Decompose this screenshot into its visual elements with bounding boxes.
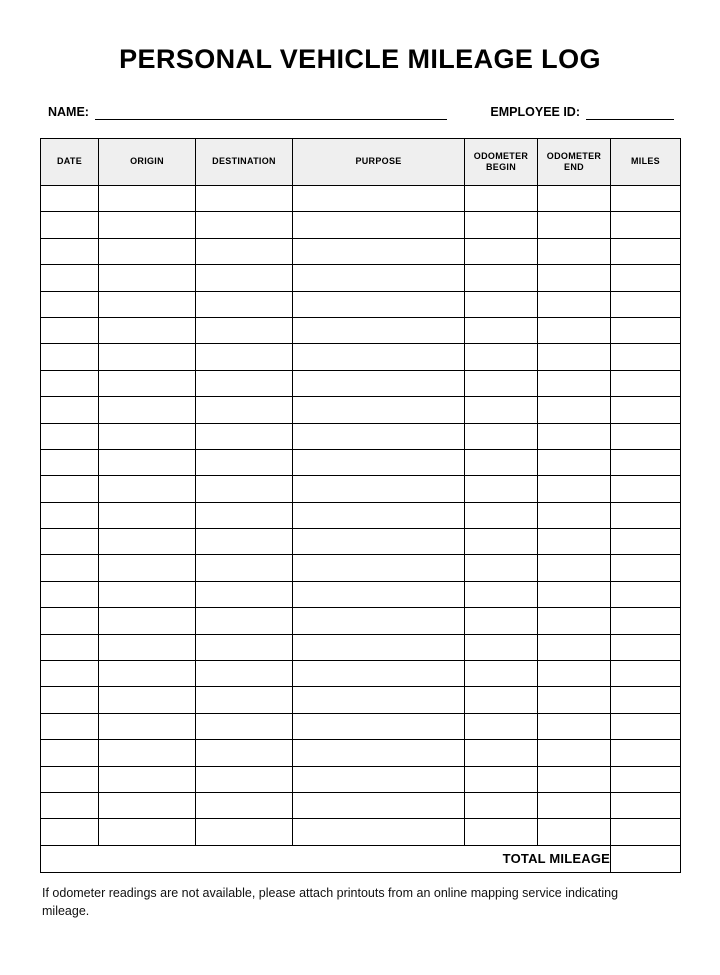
cell-origin[interactable] [99, 186, 196, 212]
table-header-row [41, 139, 681, 186]
cell-date[interactable] [41, 529, 99, 555]
cell-origin[interactable] [99, 792, 196, 818]
identity-row [40, 105, 680, 120]
cell-miles[interactable] [611, 792, 681, 818]
table-row [41, 317, 681, 343]
column-header-date-line1: DATE [56, 156, 83, 167]
name-input[interactable] [95, 106, 447, 120]
cell-odometer-begin[interactable] [465, 529, 538, 555]
table-row [41, 713, 681, 739]
table-row [41, 661, 681, 687]
table-body [41, 186, 681, 846]
cell-origin[interactable] [99, 476, 196, 502]
table-row [41, 186, 681, 212]
column-header-origin [99, 139, 196, 186]
cell-destination[interactable] [196, 476, 293, 502]
cell-odometer-begin[interactable] [465, 792, 538, 818]
cell-miles[interactable] [611, 661, 681, 687]
cell-odometer-end[interactable] [538, 555, 611, 581]
column-header-odometer-end-line2: END [564, 162, 584, 172]
footnote: If odometer readings are not available, please attach printouts from an online mapping service indicating mileage. [42, 885, 619, 918]
table-row [41, 792, 681, 818]
cell-odometer-end[interactable] [538, 634, 611, 660]
cell-date[interactable] [41, 449, 99, 475]
cell-origin[interactable] [99, 344, 196, 370]
cell-odometer-begin[interactable] [465, 212, 538, 238]
total-mileage-label: TOTAL MILEAGE [41, 845, 611, 872]
cell-odometer-begin[interactable] [465, 766, 538, 792]
column-header-miles [611, 139, 681, 186]
cell-odometer-begin[interactable] [465, 634, 538, 660]
cell-date[interactable] [41, 238, 99, 264]
cell-odometer-begin[interactable] [465, 291, 538, 317]
cell-miles[interactable] [611, 212, 681, 238]
cell-destination[interactable] [196, 792, 293, 818]
cell-destination[interactable] [196, 291, 293, 317]
cell-odometer-begin[interactable] [465, 740, 538, 766]
cell-miles[interactable] [611, 502, 681, 528]
name-label: NAME: [48, 105, 89, 119]
cell-destination[interactable] [196, 502, 293, 528]
cell-miles[interactable] [611, 740, 681, 766]
cell-origin[interactable] [99, 634, 196, 660]
cell-miles[interactable] [611, 819, 681, 845]
cell-destination[interactable] [196, 634, 293, 660]
cell-destination[interactable] [196, 317, 293, 343]
column-header-destination [196, 139, 293, 186]
cell-date[interactable] [41, 581, 99, 607]
table-row [41, 397, 681, 423]
cell-date[interactable] [41, 713, 99, 739]
cell-date[interactable] [41, 370, 99, 396]
cell-odometer-begin[interactable] [465, 502, 538, 528]
cell-destination[interactable] [196, 397, 293, 423]
cell-purpose[interactable] [293, 766, 465, 792]
cell-date[interactable] [41, 423, 99, 449]
cell-miles[interactable] [611, 317, 681, 343]
table-row [41, 291, 681, 317]
cell-purpose[interactable] [293, 713, 465, 739]
table-row [41, 766, 681, 792]
cell-odometer-begin[interactable] [465, 819, 538, 845]
table-row [41, 423, 681, 449]
table-row [41, 529, 681, 555]
cell-odometer-end[interactable] [538, 423, 611, 449]
cell-date[interactable] [41, 687, 99, 713]
cell-odometer-begin[interactable] [465, 238, 538, 264]
cell-origin[interactable] [99, 265, 196, 291]
cell-odometer-begin[interactable] [465, 581, 538, 607]
cell-date[interactable] [41, 317, 99, 343]
table-row [41, 634, 681, 660]
column-header-odometer-begin-line1: ODOMETER [473, 150, 529, 161]
cell-odometer-end[interactable] [538, 766, 611, 792]
table-row [41, 687, 681, 713]
cell-date[interactable] [41, 476, 99, 502]
cell-purpose[interactable] [293, 529, 465, 555]
cell-odometer-end[interactable] [538, 608, 611, 634]
cell-odometer-end[interactable] [538, 529, 611, 555]
table-row [41, 344, 681, 370]
cell-odometer-begin[interactable] [465, 476, 538, 502]
column-header-odometer-begin-line2: BEGIN [485, 162, 516, 172]
cell-miles[interactable] [611, 449, 681, 475]
cell-date[interactable] [41, 397, 99, 423]
cell-date[interactable] [41, 502, 99, 528]
cell-destination[interactable] [196, 661, 293, 687]
total-mileage-row [41, 845, 681, 872]
cell-odometer-end[interactable] [538, 397, 611, 423]
cell-miles[interactable] [611, 423, 681, 449]
cell-purpose[interactable] [293, 186, 465, 212]
cell-miles[interactable] [611, 344, 681, 370]
table-row [41, 476, 681, 502]
cell-purpose[interactable] [293, 476, 465, 502]
cell-date[interactable] [41, 344, 99, 370]
column-header-purpose [293, 139, 465, 186]
cell-miles[interactable] [611, 713, 681, 739]
cell-miles[interactable] [611, 581, 681, 607]
cell-destination[interactable] [196, 370, 293, 396]
cell-date[interactable] [41, 265, 99, 291]
cell-odometer-end[interactable] [538, 370, 611, 396]
cell-odometer-end[interactable] [538, 687, 611, 713]
cell-origin[interactable] [99, 291, 196, 317]
table-row [41, 502, 681, 528]
table-footer [41, 845, 681, 872]
cell-destination[interactable] [196, 740, 293, 766]
cell-purpose[interactable] [293, 291, 465, 317]
cell-odometer-end[interactable] [538, 344, 611, 370]
cell-odometer-begin[interactable] [465, 265, 538, 291]
cell-origin[interactable] [99, 687, 196, 713]
cell-odometer-begin[interactable] [465, 713, 538, 739]
cell-odometer-end[interactable] [538, 476, 611, 502]
cell-date[interactable] [41, 819, 99, 845]
cell-miles[interactable] [611, 186, 681, 212]
cell-purpose[interactable] [293, 423, 465, 449]
cell-odometer-end[interactable] [538, 317, 611, 343]
cell-miles[interactable] [611, 291, 681, 317]
cell-origin[interactable] [99, 740, 196, 766]
cell-destination[interactable] [196, 608, 293, 634]
cell-origin[interactable] [99, 713, 196, 739]
cell-odometer-end[interactable] [538, 265, 611, 291]
cell-odometer-end[interactable] [538, 661, 611, 687]
cell-miles[interactable] [611, 476, 681, 502]
cell-origin[interactable] [99, 766, 196, 792]
cell-destination[interactable] [196, 344, 293, 370]
cell-purpose[interactable] [293, 740, 465, 766]
cell-origin[interactable] [99, 370, 196, 396]
cell-odometer-end[interactable] [538, 449, 611, 475]
cell-purpose[interactable] [293, 661, 465, 687]
cell-odometer-begin[interactable] [465, 449, 538, 475]
cell-origin[interactable] [99, 423, 196, 449]
cell-odometer-begin[interactable] [465, 608, 538, 634]
table-row [41, 265, 681, 291]
cell-miles[interactable] [611, 265, 681, 291]
cell-origin[interactable] [99, 238, 196, 264]
cell-odometer-end[interactable] [538, 502, 611, 528]
cell-date[interactable] [41, 766, 99, 792]
cell-odometer-begin[interactable] [465, 370, 538, 396]
cell-purpose[interactable] [293, 238, 465, 264]
cell-purpose[interactable] [293, 502, 465, 528]
cell-origin[interactable] [99, 397, 196, 423]
cell-purpose[interactable] [293, 819, 465, 845]
cell-odometer-begin[interactable] [465, 344, 538, 370]
cell-destination[interactable] [196, 423, 293, 449]
cell-odometer-end[interactable] [538, 819, 611, 845]
cell-date[interactable] [41, 661, 99, 687]
cell-odometer-begin[interactable] [465, 687, 538, 713]
name-field-group [48, 105, 447, 120]
cell-date[interactable] [41, 291, 99, 317]
table-row [41, 238, 681, 264]
cell-origin[interactable] [99, 555, 196, 581]
cell-odometer-end[interactable] [538, 212, 611, 238]
cell-purpose[interactable] [293, 370, 465, 396]
cell-purpose[interactable] [293, 792, 465, 818]
cell-purpose[interactable] [293, 581, 465, 607]
cell-origin[interactable] [99, 608, 196, 634]
cell-odometer-begin[interactable] [465, 555, 538, 581]
cell-odometer-begin[interactable] [465, 397, 538, 423]
cell-purpose[interactable] [293, 317, 465, 343]
page-title: PERSONAL VEHICLE MILEAGE LOG [119, 44, 601, 74]
table-row [41, 819, 681, 845]
cell-miles[interactable] [611, 238, 681, 264]
cell-origin[interactable] [99, 317, 196, 343]
cell-date[interactable] [41, 212, 99, 238]
cell-odometer-begin[interactable] [465, 317, 538, 343]
cell-miles[interactable] [611, 370, 681, 396]
cell-destination[interactable] [196, 819, 293, 845]
cell-purpose[interactable] [293, 265, 465, 291]
cell-destination[interactable] [196, 186, 293, 212]
cell-destination[interactable] [196, 766, 293, 792]
cell-odometer-end[interactable] [538, 581, 611, 607]
employee-id-field-group [490, 105, 674, 120]
cell-date[interactable] [41, 634, 99, 660]
cell-odometer-begin[interactable] [465, 186, 538, 212]
table-row [41, 581, 681, 607]
cell-miles[interactable] [611, 687, 681, 713]
cell-miles[interactable] [611, 555, 681, 581]
column-header-date [41, 139, 99, 186]
cell-origin[interactable] [99, 502, 196, 528]
cell-purpose[interactable] [293, 634, 465, 660]
employee-id-input[interactable] [586, 106, 674, 120]
cell-date[interactable] [41, 792, 99, 818]
column-header-miles-line1: MILES [630, 156, 660, 167]
cell-miles[interactable] [611, 634, 681, 660]
cell-date[interactable] [41, 740, 99, 766]
table-row [41, 555, 681, 581]
cell-destination[interactable] [196, 555, 293, 581]
cell-destination[interactable] [196, 687, 293, 713]
cell-date[interactable] [41, 608, 99, 634]
cell-origin[interactable] [99, 819, 196, 845]
cell-odometer-begin[interactable] [465, 423, 538, 449]
cell-miles[interactable] [611, 766, 681, 792]
cell-origin[interactable] [99, 449, 196, 475]
cell-purpose[interactable] [293, 555, 465, 581]
cell-destination[interactable] [196, 212, 293, 238]
cell-destination[interactable] [196, 449, 293, 475]
table-row [41, 608, 681, 634]
table-row [41, 740, 681, 766]
employee-id-label: EMPLOYEE ID: [490, 105, 580, 119]
cell-odometer-end[interactable] [538, 792, 611, 818]
cell-destination[interactable] [196, 713, 293, 739]
cell-purpose[interactable] [293, 344, 465, 370]
column-header-origin-line1: ORIGIN [130, 156, 164, 167]
cell-destination[interactable] [196, 238, 293, 264]
cell-destination[interactable] [196, 529, 293, 555]
cell-odometer-end[interactable] [538, 713, 611, 739]
cell-miles[interactable] [611, 608, 681, 634]
table-row [41, 449, 681, 475]
cell-origin[interactable] [99, 212, 196, 238]
column-header-purpose-line1: PURPOSE [355, 156, 402, 167]
cell-destination[interactable] [196, 265, 293, 291]
cell-odometer-end[interactable] [538, 186, 611, 212]
mileage-log-page [0, 44, 720, 975]
cell-date[interactable] [41, 555, 99, 581]
cell-odometer-end[interactable] [538, 740, 611, 766]
cell-purpose[interactable] [293, 687, 465, 713]
column-header-odometer-end [538, 139, 611, 186]
cell-purpose[interactable] [293, 608, 465, 634]
table-row [41, 212, 681, 238]
cell-odometer-end[interactable] [538, 238, 611, 264]
cell-miles[interactable] [611, 397, 681, 423]
cell-miles[interactable] [611, 529, 681, 555]
table-row [41, 370, 681, 396]
cell-origin[interactable] [99, 661, 196, 687]
cell-purpose[interactable] [293, 397, 465, 423]
total-mileage-value[interactable] [611, 845, 681, 872]
cell-odometer-begin[interactable] [465, 661, 538, 687]
cell-origin[interactable] [99, 529, 196, 555]
table-header [41, 139, 681, 186]
column-header-odometer-begin [465, 139, 538, 186]
column-header-odometer-end-line1: ODOMETER [546, 150, 602, 161]
column-header-destination-line1: DESTINATION [212, 156, 276, 167]
cell-purpose[interactable] [293, 212, 465, 238]
cell-odometer-end[interactable] [538, 291, 611, 317]
cell-purpose[interactable] [293, 449, 465, 475]
cell-destination[interactable] [196, 581, 293, 607]
mileage-table [40, 138, 681, 873]
cell-date[interactable] [41, 186, 99, 212]
cell-origin[interactable] [99, 581, 196, 607]
